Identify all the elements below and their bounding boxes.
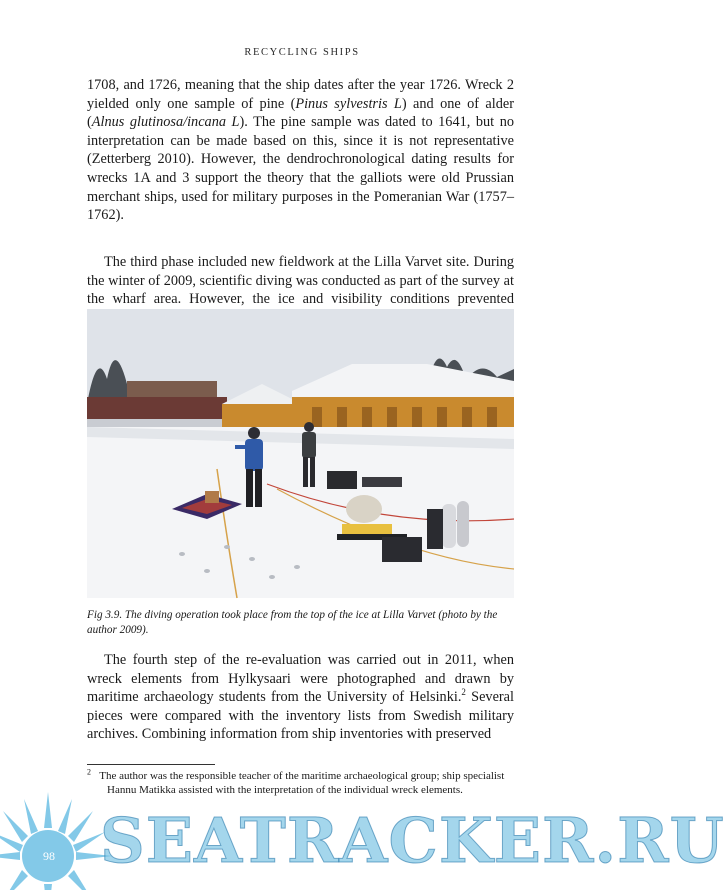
equipment-sled	[362, 477, 402, 487]
sunburst-icon	[0, 792, 112, 890]
paragraph-1	[87, 76, 514, 225]
species-pine: Pinus sylvestris L	[295, 95, 402, 112]
para1-text-b: ) and one of alder (	[87, 95, 515, 131]
figure-photo	[87, 309, 514, 598]
footnote-rule	[87, 764, 215, 765]
ice-diving-photo	[87, 309, 514, 598]
footnote-text: The author was the responsible teacher of the maritime archaeological group; ship specialist Hannu Matikka assisted with the interpretation of the individual wreck elements.	[99, 770, 505, 796]
para1-text-c: ). The pine sample was dated to 1641, but no interpretation can be made based on this, since it is not representative (Zetterberg 2010). However, the dendrochronological dating results for wrecks 1A and 3 support the theory that the galliots were old Prussian merchant ships, used for military purposes in the Pomeranian War (1757–1762).	[87, 114, 514, 224]
para2-text: The third phase included new fieldwork at the Lilla Varvet site. During the winter of 2009, scientific diving was conducted as part of the survey at the wharf area. However, the ice and visibility conditions prevented	[87, 254, 514, 308]
footnote-ref[interactable]: 2	[461, 687, 466, 698]
footnote-number: 2	[87, 767, 91, 777]
para3-text-a: The fourth step of the re-evaluation was carried out in 2011, when wreck elements from Hylkysaari were photographed and drawn by maritime archaeology students from the University of Helsinki.	[87, 652, 514, 706]
figure-caption: Fig 3.9. The diving operation took place from the top of the ice at Lilla Varvet (photo by the author 2009).	[87, 609, 498, 636]
species-alder: Alnus glutinosa/incana L	[91, 114, 240, 131]
page-number: 98	[43, 849, 55, 863]
watermark-text: SEATRACKER.RU	[100, 804, 725, 877]
para3-text-b: Several pieces were compared with the inventory lists from Swedish military archives. Combining information from ship inventories with preserved	[87, 689, 514, 743]
box	[205, 491, 219, 503]
running-head: RECYCLING SHIPS	[244, 47, 360, 58]
equipment-case	[327, 471, 357, 489]
para1-text-a: 1708, and 1726, meaning that the ship dates after the year 1726. Wreck 2 yielded only one sample of pine (	[87, 77, 514, 112]
paragraph-3	[87, 651, 514, 744]
